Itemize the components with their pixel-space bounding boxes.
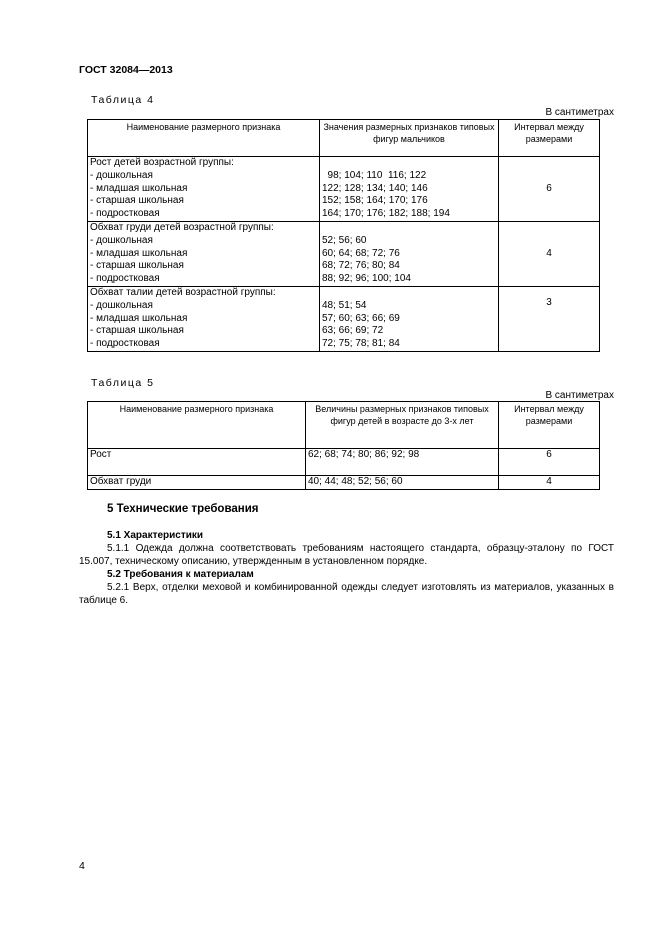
- row-name: - дошкольная: [90, 234, 153, 246]
- table4-row-chest: [88, 221, 600, 286]
- section-title: 5 Технические требования: [107, 503, 259, 515]
- table5-cell-name: Обхват груди: [88, 476, 306, 490]
- document-header: ГОСТ 32084—2013: [79, 64, 173, 76]
- table4: [87, 119, 600, 352]
- table4-interval-cell: 3: [499, 286, 600, 351]
- table5-row: [88, 476, 600, 490]
- row-name: - подростковая: [90, 208, 160, 220]
- row-name: - младшая школьная: [90, 182, 188, 194]
- row-name: - подростковая: [90, 273, 160, 285]
- row-values: 88; 92; 96; 100; 104: [322, 273, 411, 285]
- table5-header-values: Величины размерных признаков типовых фигур детей в возрасте до 3-х лет: [306, 402, 499, 449]
- group-label: Рост детей возрастной группы:: [90, 157, 234, 168]
- group-label: Обхват талии детей возрастной группы:: [90, 286, 276, 298]
- paragraph-5-2-1: 5.2.1 Верх, отделки меховой и комбинированной одежды следует изготовлять из материалов, указанных в таблице 6.: [79, 582, 614, 606]
- row-values: 48; 51; 54: [322, 299, 367, 311]
- table5-cell-values: 40; 44; 48; 52; 56; 60: [306, 476, 499, 490]
- table4-interval-cell: 6: [499, 157, 600, 222]
- row-values: 122; 128; 134; 140; 146: [322, 182, 428, 194]
- table5-caption: Таблица 5: [91, 377, 155, 389]
- table5-cell-values: 62; 68; 74; 80; 86; 92; 98: [306, 449, 499, 476]
- paragraph-5-1-1: 5.1.1 Одежда должна соответствовать требованиям настоящего стандарта, образцу-эталону по ГОСТ 15.007, техническому описанию, утвержденным в установленном порядке.: [79, 543, 614, 567]
- page-number: 4: [79, 860, 85, 872]
- table4-row-height: [88, 157, 600, 222]
- table5-cell-name: Рост: [88, 449, 306, 476]
- table4-row-waist: [88, 286, 600, 351]
- table4-names-cell: [88, 157, 320, 222]
- table5-row: [88, 449, 600, 476]
- row-name: - старшая школьная: [90, 325, 184, 337]
- table5: [87, 401, 600, 490]
- row-name: - младшая школьная: [90, 247, 188, 259]
- subsection-title-5-1: 5.1 Характеристики: [107, 530, 204, 541]
- row-values: 57; 60; 63; 66; 69: [322, 312, 400, 324]
- row-values: 152; 158; 164; 170; 176: [322, 195, 428, 207]
- table4-values-cell: [320, 286, 499, 351]
- table4-header-values: Значения размерных признаков типовых фигур мальчиков: [320, 120, 499, 157]
- table4-values-cell: [320, 157, 499, 222]
- row-name: - дошкольная: [90, 299, 153, 311]
- table5-cell-interval: 4: [499, 476, 600, 490]
- row-name: - старшая школьная: [90, 195, 184, 207]
- row-values: 60; 64; 68; 72; 76: [322, 247, 400, 259]
- table4-header-interval: Интервал между размерами: [499, 120, 600, 157]
- row-values: 52; 56; 60: [322, 234, 367, 246]
- table4-header-name: Наименование размерного признака: [88, 120, 320, 157]
- row-values: 164; 170; 176; 182; 188; 194: [322, 208, 450, 220]
- row-name: - подростковая: [90, 338, 160, 350]
- row-name: - дошкольная: [90, 169, 153, 181]
- table4-names-cell: [88, 221, 320, 286]
- row-values: 68; 72; 76; 80; 84: [322, 260, 400, 272]
- table5-unit: В сантиметрах: [545, 390, 614, 401]
- row-name: - младшая школьная: [90, 312, 188, 324]
- row-values: 63; 66; 69; 72: [322, 325, 384, 337]
- table4-unit: В сантиметрах: [545, 107, 614, 118]
- table4-names-cell: [88, 286, 320, 351]
- table5-cell-interval: 6: [499, 449, 600, 476]
- row-values: 72; 75; 78; 81; 84: [322, 338, 400, 350]
- table5-header-interval: Интервал между размерами: [499, 402, 600, 449]
- table4-caption: Таблица 4: [91, 94, 155, 106]
- row-values: 98; 104; 110 116; 122: [322, 169, 427, 181]
- row-name: - старшая школьная: [90, 260, 184, 272]
- table4-values-cell: [320, 221, 499, 286]
- group-label: Обхват груди детей возрастной группы:: [90, 221, 274, 233]
- subsection-title-5-2: 5.2 Требования к материалам: [107, 569, 254, 580]
- table5-header-name: Наименование размерного признака: [88, 402, 306, 449]
- table4-interval-cell: 4: [499, 221, 600, 286]
